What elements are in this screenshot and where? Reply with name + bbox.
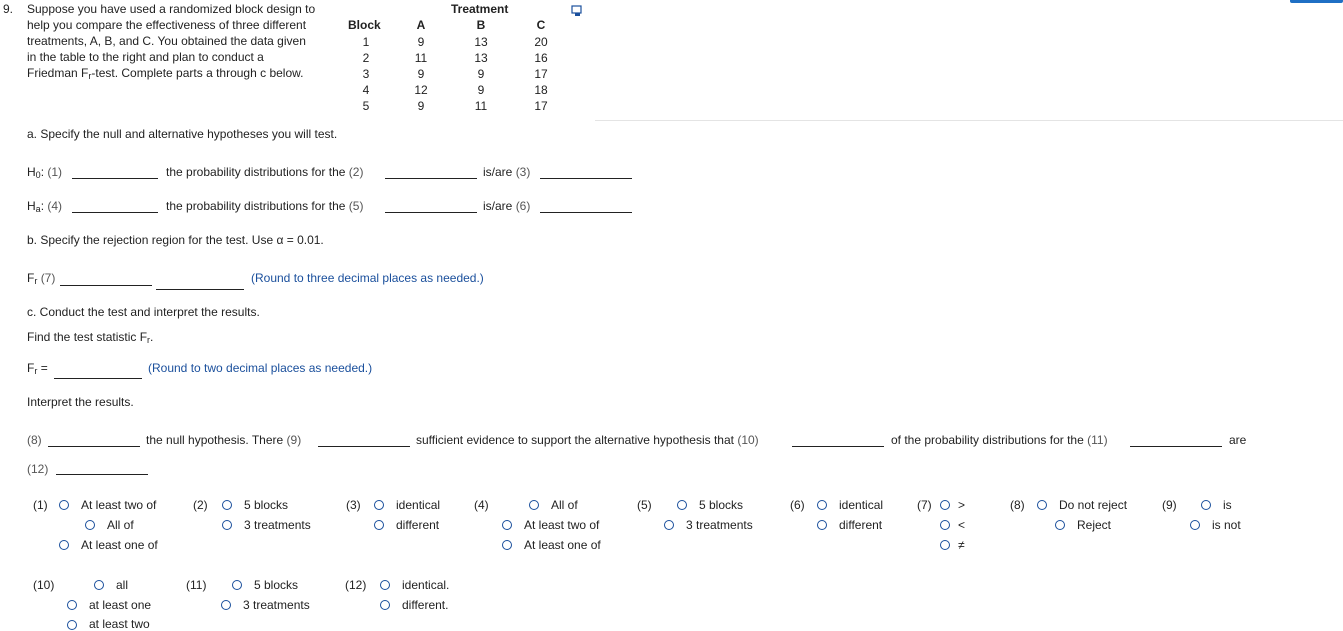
table-cell: 9 bbox=[477, 83, 485, 97]
radio-button[interactable] bbox=[222, 500, 232, 510]
option-label[interactable]: identical bbox=[396, 498, 441, 512]
blank-7-dropdown[interactable] bbox=[60, 285, 152, 286]
table-cell: 12 bbox=[414, 83, 428, 97]
radio-button[interactable] bbox=[940, 500, 950, 510]
radio-button[interactable] bbox=[1190, 520, 1200, 530]
radio-button[interactable] bbox=[67, 620, 77, 630]
col-header-c: C bbox=[536, 18, 546, 32]
option-label[interactable]: 5 blocks bbox=[699, 498, 744, 512]
table-cell: 17 bbox=[534, 99, 548, 113]
top-accent-bar bbox=[1290, 0, 1343, 3]
option-label[interactable]: 5 blocks bbox=[254, 578, 299, 592]
blank-3-dropdown[interactable] bbox=[540, 178, 632, 179]
blank-11-dropdown[interactable] bbox=[1130, 446, 1222, 447]
rejection-value-input[interactable] bbox=[156, 289, 244, 290]
option-label[interactable]: < bbox=[958, 518, 966, 532]
radio-button[interactable] bbox=[817, 500, 827, 510]
option-number: (3) bbox=[346, 498, 361, 512]
table-cell: 2 bbox=[362, 51, 370, 65]
option-number: (4) bbox=[474, 498, 489, 512]
option-label[interactable]: identical bbox=[839, 498, 884, 512]
option-number: (2) bbox=[193, 498, 208, 512]
option-number: (12) bbox=[345, 578, 367, 592]
radio-button[interactable] bbox=[1037, 500, 1047, 510]
option-label[interactable]: is not bbox=[1212, 518, 1241, 532]
blank-8-dropdown[interactable] bbox=[48, 446, 140, 447]
table-cell: 4 bbox=[362, 83, 370, 97]
fr-value-input[interactable] bbox=[54, 378, 142, 379]
column-b bbox=[466, 34, 496, 114]
table-cell: 11 bbox=[474, 99, 488, 113]
radio-button[interactable] bbox=[817, 520, 827, 530]
table-cell: 1 bbox=[362, 35, 370, 49]
prompt-line: treatments, A, B, and C. You obtained the data given bbox=[27, 34, 306, 48]
option-number: (10) bbox=[33, 578, 55, 592]
table-cell: 13 bbox=[474, 51, 488, 65]
radio-button[interactable] bbox=[1055, 520, 1065, 530]
fr-equals-label: $F_r$ = bbox=[27, 361, 48, 376]
option-number: (7) bbox=[917, 498, 932, 512]
option-label[interactable]: is bbox=[1223, 498, 1232, 512]
option-number: (6) bbox=[790, 498, 805, 512]
radio-button[interactable] bbox=[374, 520, 384, 530]
radio-button[interactable] bbox=[67, 600, 77, 610]
part-c-label: c. Conduct the test and interpret the results. bbox=[27, 305, 260, 319]
question-number: 9. bbox=[3, 2, 14, 16]
option-label[interactable]: all bbox=[116, 578, 129, 592]
interpret-text-11: are bbox=[1229, 433, 1247, 447]
radio-button[interactable] bbox=[502, 520, 512, 530]
ha-isare: is/are (6) bbox=[483, 199, 531, 213]
option-label[interactable]: > bbox=[958, 498, 966, 512]
option-label[interactable]: 3 treatments bbox=[686, 518, 753, 532]
fr-rejection-label: $F_r$ (7) bbox=[27, 271, 56, 286]
part-b-label: b. Specify the rejection region for the test. Use α = 0.01. bbox=[27, 233, 324, 247]
radio-button[interactable] bbox=[664, 520, 674, 530]
prompt-line: Suppose you have used a randomized block design to bbox=[27, 2, 316, 16]
table-cell: 17 bbox=[534, 67, 548, 81]
block-column bbox=[351, 34, 381, 114]
radio-button[interactable] bbox=[502, 540, 512, 550]
table-cell: 9 bbox=[417, 67, 425, 81]
radio-button[interactable] bbox=[1201, 500, 1211, 510]
option-number: (5) bbox=[637, 498, 652, 512]
option-label[interactable]: At least two of bbox=[524, 518, 600, 532]
h0-mid-text: the probability distributions for the (2) bbox=[166, 165, 364, 179]
option-label[interactable]: identical. bbox=[402, 578, 450, 592]
option-label[interactable]: At least one of bbox=[524, 538, 601, 552]
radio-button[interactable] bbox=[85, 520, 95, 530]
table-cell: 9 bbox=[477, 67, 485, 81]
part-a-label: a. Specify the null and alternative hypotheses you will test. bbox=[27, 127, 338, 141]
radio-button[interactable] bbox=[677, 500, 687, 510]
blank-1-dropdown[interactable] bbox=[72, 178, 158, 179]
table-cell: 20 bbox=[534, 35, 548, 49]
option-label[interactable]: At least two of bbox=[81, 498, 157, 512]
table-cell: 18 bbox=[534, 83, 548, 97]
radio-button[interactable] bbox=[59, 500, 69, 510]
blank-12-dropdown[interactable] bbox=[56, 474, 148, 475]
prompt-line: in the table to the right and plan to conduct a bbox=[27, 50, 264, 64]
treatment-header: Treatment bbox=[451, 2, 509, 16]
prompt-line-last: Friedman $F_r$-test. Complete parts a through c below. bbox=[27, 66, 304, 81]
radio-button[interactable] bbox=[232, 580, 242, 590]
table-cell: 13 bbox=[474, 35, 488, 49]
table-cell: 3 bbox=[362, 67, 370, 81]
option-label[interactable]: ≠ bbox=[958, 538, 965, 552]
option-label[interactable]: different. bbox=[402, 598, 449, 612]
option-label[interactable]: Do not reject bbox=[1059, 498, 1128, 512]
blank-8-label: (8) bbox=[27, 433, 42, 447]
radio-button[interactable] bbox=[94, 580, 104, 590]
table-cell: 9 bbox=[417, 35, 425, 49]
radio-button[interactable] bbox=[380, 600, 390, 610]
blank-2-dropdown[interactable] bbox=[385, 178, 477, 179]
option-label[interactable]: 3 treatments bbox=[244, 518, 311, 532]
copy-table-icon[interactable] bbox=[571, 5, 583, 17]
option-label[interactable]: 3 treatments bbox=[243, 598, 310, 612]
interpret-label: Interpret the results. bbox=[27, 395, 134, 409]
block-header: Block bbox=[348, 18, 381, 32]
table-cell: 5 bbox=[362, 99, 370, 113]
radio-button[interactable] bbox=[529, 500, 539, 510]
table-cell: 16 bbox=[534, 51, 548, 65]
table-cell: 11 bbox=[414, 51, 428, 65]
col-header-a: A bbox=[416, 18, 426, 32]
option-number: (9) bbox=[1162, 498, 1177, 512]
blank-9-dropdown[interactable] bbox=[318, 446, 410, 447]
radio-button[interactable] bbox=[221, 600, 231, 610]
interpret-text-9: sufficient evidence to support the alternative hypothesis that (10) bbox=[416, 433, 759, 447]
radio-button[interactable] bbox=[374, 500, 384, 510]
interpret-text-10: of the probability distributions for the (11) bbox=[891, 433, 1108, 447]
blank-12-label: (12) bbox=[27, 462, 49, 476]
option-number: (11) bbox=[186, 578, 207, 592]
radio-button[interactable] bbox=[59, 540, 69, 550]
option-label[interactable]: Reject bbox=[1077, 518, 1112, 532]
round-three-note: (Round to three decimal places as needed.) bbox=[251, 271, 484, 285]
option-label[interactable]: different bbox=[839, 518, 883, 532]
prompt-line: help you compare the effectiveness of three different bbox=[27, 18, 307, 32]
col-header-b: B bbox=[476, 18, 486, 32]
h0-label: $H_0$: (1) bbox=[27, 165, 63, 180]
table-cell: 9 bbox=[417, 99, 425, 113]
ha-label: $H_a$: (4) bbox=[27, 199, 63, 214]
blank-4-dropdown[interactable] bbox=[72, 212, 158, 213]
radio-button[interactable] bbox=[940, 540, 950, 550]
radio-button[interactable] bbox=[940, 520, 950, 530]
option-label[interactable]: different bbox=[396, 518, 440, 532]
blank-6-dropdown[interactable] bbox=[540, 212, 632, 213]
option-label[interactable]: 5 blocks bbox=[244, 498, 289, 512]
column-a bbox=[406, 34, 436, 114]
find-statistic-text: Find the test statistic $F_r$. bbox=[27, 330, 154, 345]
radio-button[interactable] bbox=[222, 520, 232, 530]
radio-button[interactable] bbox=[380, 580, 390, 590]
option-label[interactable]: All of bbox=[107, 518, 134, 532]
h0-isare: is/are (3) bbox=[483, 165, 531, 179]
blank-5-dropdown[interactable] bbox=[385, 212, 477, 213]
option-label[interactable]: All of bbox=[551, 498, 578, 512]
column-c bbox=[526, 34, 556, 114]
option-label[interactable]: At least one of bbox=[81, 538, 158, 552]
option-number: (8) bbox=[1010, 498, 1025, 512]
option-label[interactable]: at least one bbox=[89, 598, 152, 612]
round-two-note: (Round to two decimal places as needed.) bbox=[148, 361, 373, 375]
option-number: (1) bbox=[33, 498, 48, 512]
ha-mid-text: the probability distributions for the (5) bbox=[166, 199, 364, 213]
interpret-text-8: the null hypothesis. There (9) bbox=[146, 433, 302, 447]
blank-10-dropdown[interactable] bbox=[792, 446, 884, 447]
option-label[interactable]: at least two bbox=[89, 617, 150, 631]
section-divider bbox=[595, 120, 1343, 121]
